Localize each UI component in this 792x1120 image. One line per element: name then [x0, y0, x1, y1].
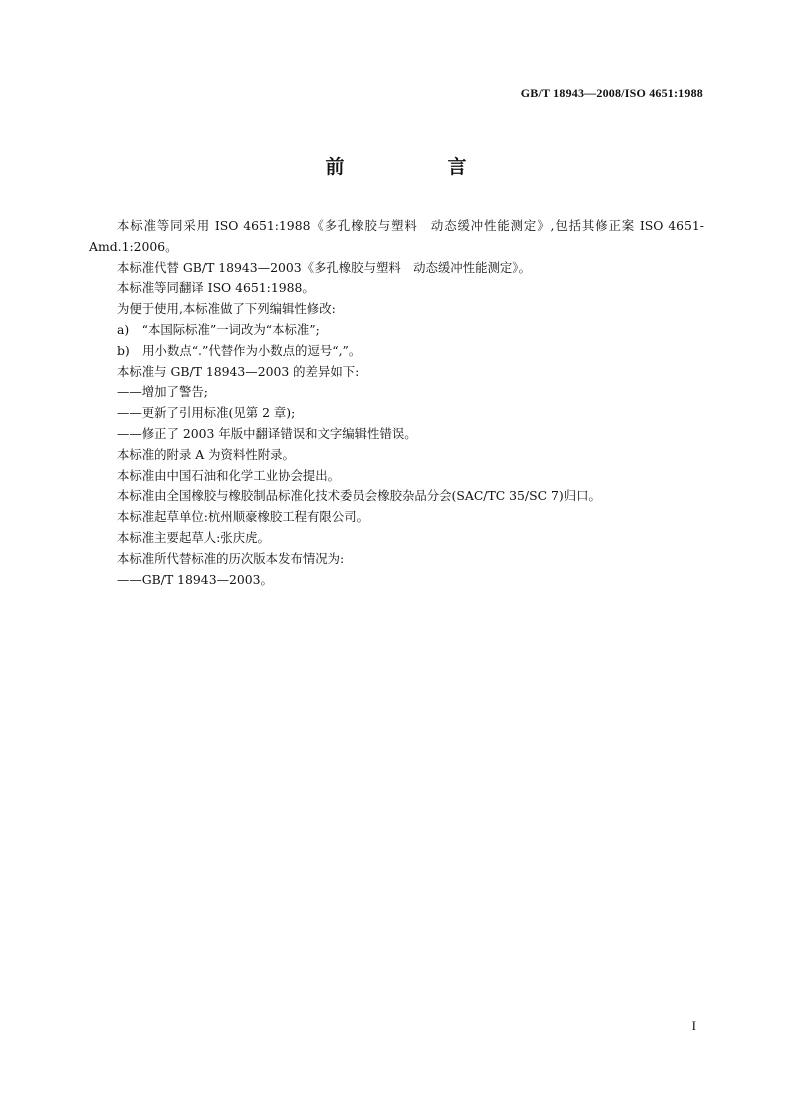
paragraph-differences-intro: 本标准与 GB/T 18943—2003 的差异如下: — [117, 363, 360, 379]
foreword-body — [89, 216, 704, 590]
paragraph-committee: 本标准由全国橡胶与橡胶制品标准化技术委员会橡胶杂品分会(SAC/TC 35/SC 7)归口。 — [117, 488, 601, 504]
paragraph-proposer: 本标准由中国石油和化学工业协会提出。 — [117, 467, 341, 483]
standard-code: GB/T 18943—2008/ISO 4651:1988 — [520, 86, 703, 100]
difference-item-references: ——更新了引用标准(见第 2 章); — [117, 405, 296, 421]
page-number: I — [691, 1018, 696, 1033]
paragraph-adoption: 本标准等同采用 ISO 4651:1988《多孔橡胶与塑料 动态缓冲性能测定》,包括其修正案 ISO 4651-Amd.1:2006。 — [89, 218, 704, 254]
page-title: 前 言 — [325, 156, 509, 178]
paragraph-drafting-unit: 本标准起草单位:杭州顺豪橡胶工程有限公司。 — [117, 509, 369, 525]
paragraph-replaces: 本标准代替 GB/T 18943—2003《多孔橡胶与塑料 动态缓冲性能测定》。 — [117, 259, 531, 275]
paragraph-history-intro: 本标准所代替标准的历次版本发布情况为: — [117, 550, 345, 566]
difference-item-warning: ——增加了警告; — [117, 384, 208, 400]
list-item-a: a) “本国际标准”一词改为“本标准”; — [117, 321, 320, 337]
paragraph-editorial-intro: 为便于使用,本标准做了下列编辑性修改: — [117, 301, 336, 317]
list-item-b: b) 用小数点“.”代替作为小数点的逗号“,”。 — [117, 342, 362, 358]
history-item: ——GB/T 18943—2003。 — [117, 571, 273, 587]
difference-item-corrections: ——修正了 2003 年版中翻译错误和文字编辑性错误。 — [117, 425, 417, 441]
paragraph-annex: 本标准的附录 A 为资料性附录。 — [117, 446, 295, 462]
paragraph-drafter: 本标准主要起草人:张庆虎。 — [117, 529, 270, 545]
paragraph-translation: 本标准等同翻译 ISO 4651:1988。 — [117, 280, 315, 296]
